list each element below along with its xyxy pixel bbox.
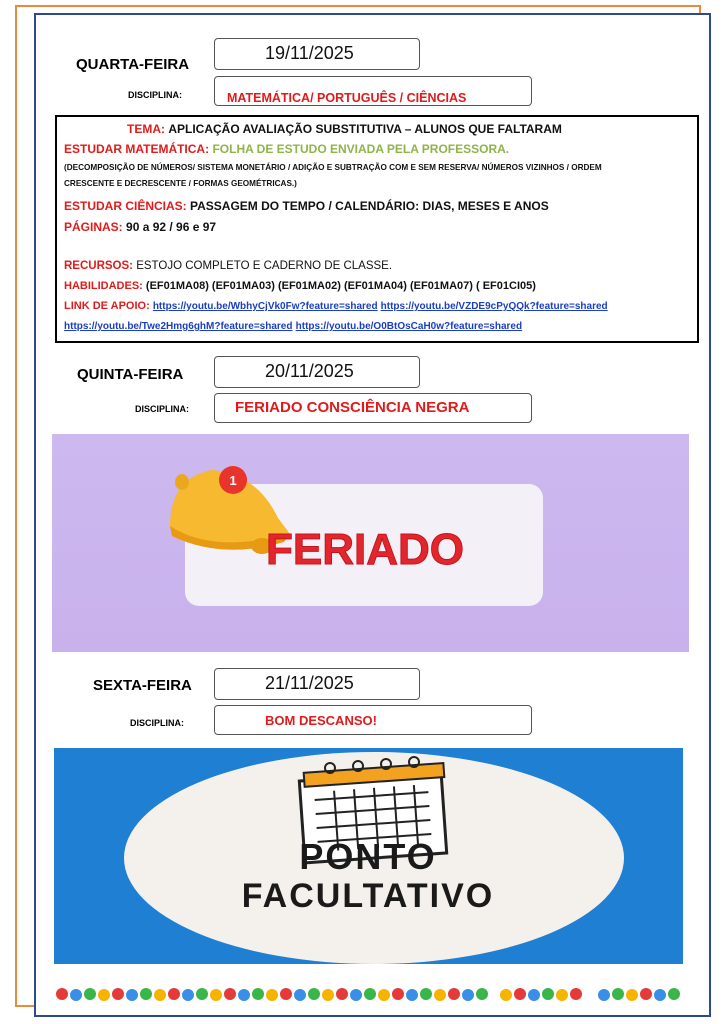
feriado-banner bbox=[52, 434, 689, 652]
lesson-info-box bbox=[55, 115, 699, 343]
recursos-row: RECURSOS: ESTOJO COMPLETO E CADERNO DE CLASSE. bbox=[64, 260, 393, 272]
weekday-wednesday: QUARTA-FEIRA bbox=[76, 56, 190, 73]
date-box-wednesday: 19/11/2025 bbox=[214, 38, 420, 70]
paginas-row: PÁGINAS: 90 a 92 / 96 e 97 bbox=[64, 220, 217, 234]
discipline-box-friday: BOM DESCANSO! bbox=[214, 705, 532, 735]
link-row-2 bbox=[64, 320, 522, 332]
handprint-border bbox=[54, 983, 684, 1005]
tema-row: TEMA: APLICAÇÃO AVALIAÇÃO SUBSTITUTIVA – ALUNOS QUE FALTARAM bbox=[127, 122, 562, 136]
discipline-label: DISCIPLINA: bbox=[135, 404, 189, 414]
date-box-thursday: 20/11/2025 bbox=[214, 356, 420, 388]
habilidades-row: HABILIDADES: (EF01MA08) (EF01MA03) (EF01MA02) (EF01MA04) (EF01MA07) ( EF01CI05) bbox=[64, 280, 536, 292]
facultativo-title: FACULTATIVO bbox=[241, 877, 495, 915]
date-box-friday: 21/11/2025 bbox=[214, 668, 420, 700]
feriado-illustration bbox=[52, 434, 689, 652]
discipline-box-thursday: FERIADO CONSCIÊNCIA NEGRA bbox=[214, 393, 532, 423]
ciencias-row: ESTUDAR CIÊNCIAS: PASSAGEM DO TEMPO / CALENDÁRIO: DIAS, MESES E ANOS bbox=[64, 199, 549, 213]
handprints-decoration bbox=[54, 983, 684, 1005]
support-link-1[interactable]: https://youtu.be/WbhyCjVk0Fw?feature=shared bbox=[152, 301, 378, 312]
feriado-title: FERIADO bbox=[266, 525, 464, 574]
weekday-thursday: QUINTA-FEIRA bbox=[77, 366, 184, 383]
ponto-illustration bbox=[54, 748, 683, 964]
matematica-row: ESTUDAR MATEMÁTICA: FOLHA DE ESTUDO ENVIADA PELA PROFESSORA. bbox=[64, 142, 510, 156]
support-link-3[interactable]: https://youtu.be/Twe2Hmg6ghM?feature=shared bbox=[64, 321, 293, 332]
badge-count: 1 bbox=[229, 473, 237, 488]
link-row-1: LINK DE APOIO: https://youtu.be/WbhyCjVk0Fw?feature=shared https://youtu.be/VZDE9cPyQQk?feature=shared bbox=[64, 300, 608, 312]
weekday-friday: SEXTA-FEIRA bbox=[93, 677, 192, 694]
discipline-label: DISCIPLINA: bbox=[128, 90, 182, 100]
discipline-label: DISCIPLINA: bbox=[130, 718, 184, 728]
ponto-facultativo-banner bbox=[54, 748, 683, 964]
support-link-2[interactable]: https://youtu.be/VZDE9cPyQQk?feature=shared bbox=[380, 301, 608, 312]
matematica-detail-1: (DECOMPOSIÇÃO DE NÚMEROS/ SISTEMA MONETÁRIO / ADIÇÃO E SUBTRAÇÃO COM E SEM RESERVA/ NÚMEROS VIZINHOS / ORDEM bbox=[64, 163, 602, 172]
support-link-4[interactable]: https://youtu.be/O0BtOsCaH0w?feature=shared bbox=[295, 321, 523, 332]
ponto-title: PONTO bbox=[299, 836, 437, 877]
matematica-detail-2: CRESCENTE E DECRESCENTE / FORMAS GEOMÉTRICAS.) bbox=[64, 179, 297, 188]
discipline-box-wednesday: MATEMÁTICA/ PORTUGUÊS / CIÊNCIAS bbox=[214, 76, 532, 106]
